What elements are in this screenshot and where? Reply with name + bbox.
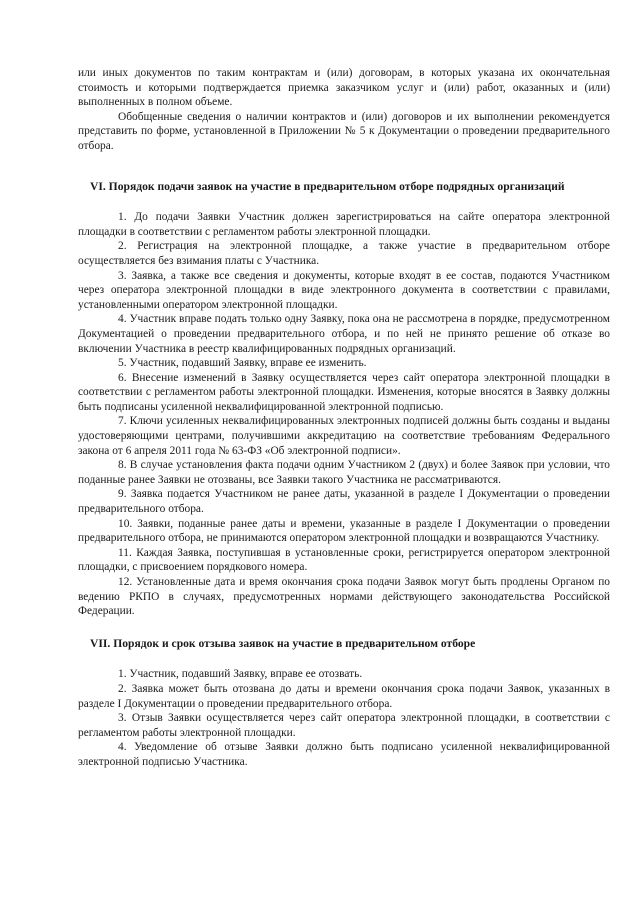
section-6-item: 4. Участник вправе подать только одну Заявку, пока она не рассмотрена в порядке, предусмотренном Документацией о проведении предварительного отбора, и по ней не принято решение об отказе во включении Участника в реестр квалифицированных подрядных организаций. — [78, 313, 610, 355]
section-7-item: 1. Участник, подавший Заявку, вправе ее отозвать. — [118, 668, 363, 681]
section-7-item: 3. Отзыв Заявки осуществляется через сайт оператора электронной площадки, в соответствии с регламентом работы электронной площадки. — [78, 712, 610, 739]
section-6-item: 5. Участник, подавший Заявку, вправе ее изменить. — [118, 357, 367, 370]
intro-paragraph-summary: Обобщенные сведения о наличии контрактов и (или) договоров и их выполнении рекомендуется представить по форме, установленной в Приложении № 5 к Документации о проведении предварительного отбора. — [78, 110, 610, 152]
section-6-item: 10. Заявки, поданные ранее даты и времени, указанные в разделе I Документации о проведении предварительного отбора, не принимаются оператором электронной площадки и возвращаются Участнику. — [78, 517, 610, 545]
section-6-item: 9. Заявка подается Участником не ранее даты, указанной в разделе I Документации о проведении предварительного отбора. — [78, 488, 610, 516]
section-6-item: 2. Регистрация на электронной площадке, а также участие в предварительном отборе осуществляется без взимания платы с Участника. — [78, 240, 610, 267]
section-7-item: 4. Уведомление об отзыве Заявки должно быть подписано усиленной неквалифицированной электронной подписью Участника. — [78, 741, 610, 768]
section-6-item: 8. В случае установления факта подачи одним Участником 2 (двух) и более Заявок при условии, что поданные ранее Заявки не отозваны, все Заявки такого Участника не рассматриваются. — [78, 459, 610, 486]
intro-paragraph-continued: или иных документов по таким контрактам и (или) договорам, в которых указана их окончательная стоимость и которыми подтверждается приемка заказчиком услуг и (или) работ, оказанных и (или) выполненных в полном объеме. — [78, 67, 610, 109]
section-7-heading: VII. Порядок и срок отзыва заявок на участие в предварительном отборе — [90, 636, 476, 650]
section-6-item: 3. Заявка, а также все сведения и документы, которые входят в ее состав, подаются Участником через оператора электронной площадки в виде электронного документа в соответствии с правилами, установленными оператором электронной площадки. — [78, 269, 610, 311]
section-7-item: 2. Заявка может быть отозвана до даты и времени окончания срока подачи Заявок, указанных в разделе I Документации о проведении предварительного отбора. — [78, 682, 610, 710]
section-6-heading: VI. Порядок подачи заявок на участие в предварительном отборе подрядных организаций — [90, 179, 565, 193]
section-6-item: 6. Внесение изменений в Заявку осуществляется через сайт оператора электронной площадки в соответствии с регламентом работы электронной площадки. Изменения, которые вносятся в Заявку должны быть подписаны усиленной неквалифицированной электронной подписью. — [78, 371, 610, 413]
section-6-item: 11. Каждая Заявка, поступившая в установленные сроки, регистрируется оператором электронной площадки, с присвоением порядкового номера. — [78, 546, 610, 574]
section-6-item: 12. Установленные дата и время окончания срока подачи Заявок могут быть продлены Органом по ведению РКПО в случаях, предусмотренных нормами действующего законодательства Российской Федерации. — [78, 576, 610, 618]
section-6-items — [78, 210, 610, 619]
section-6-item: 1. До подачи Заявки Участник должен зарегистрироваться на сайте оператора электронной площадки в соответствии с регламентом работы электронной площадки. — [78, 211, 610, 238]
section-6-item: 7. Ключи усиленных неквалифицированных электронных подписей должны быть созданы и выданы удостоверяющими центрами, получившими аккредитацию на соответствие требованиям Федерального закона от 6 апреля 2011 года № 63-ФЗ «Об электронной подписи». — [78, 415, 610, 457]
section-7-items — [78, 667, 610, 769]
